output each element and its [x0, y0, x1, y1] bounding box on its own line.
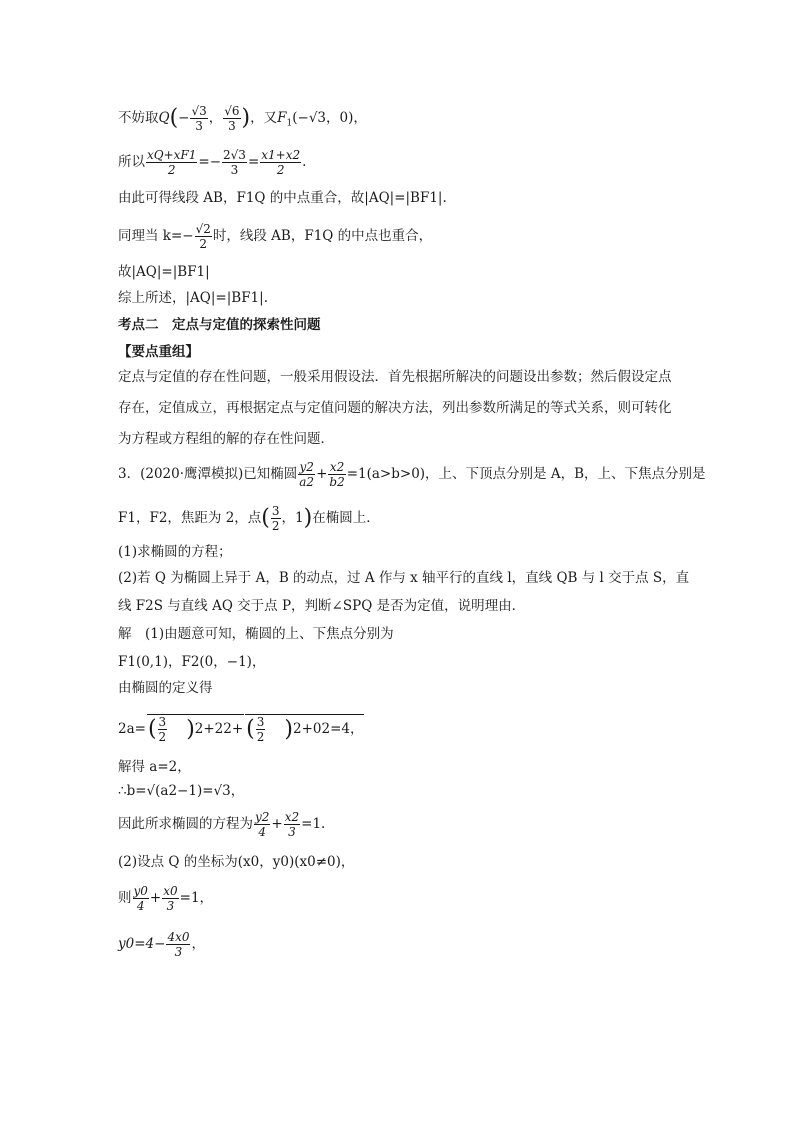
fraction: $\frac{y2}{4}$: [255, 810, 270, 839]
text: 同理当 k=−: [118, 228, 194, 244]
var-f: F: [277, 110, 287, 126]
solution-definition: 由椭圆的定义得: [118, 680, 213, 696]
fraction: $\frac{xQ+xF1}{2}$: [147, 148, 197, 177]
line-midpoint: 由此可得线段 AB，F1Q 的中点重合，故|AQ|=|BF1|.: [118, 190, 447, 206]
fraction: $\frac{x2}{b2}$: [329, 460, 345, 489]
text: −: [178, 110, 190, 126]
solution-2a-equation: [118, 714, 364, 744]
var-q: Q: [158, 110, 170, 126]
question-3-line1: 3．(2020·鹰潭模拟)已知椭圆 $\frac{y2}{a2}$ + $\frac{x2}{b2}$ =1(a>b>0)，上、下顶点分别是 A，B，上、下焦点分别是: [118, 460, 706, 489]
fraction: $\frac{√2}{2}$: [195, 222, 211, 251]
line-summary: 综上所述，|AQ|=|BF1|.: [118, 290, 268, 306]
solution-a-value: 解得 a=2，: [118, 759, 191, 775]
text: y0=4−: [118, 936, 166, 952]
question-3-part1: (1)求椭圆的方程；: [118, 544, 232, 560]
fraction: $\frac{x2}{3}$: [284, 810, 300, 839]
fraction: $\frac{√3}{3}$: [191, 104, 207, 133]
section-heading: 考点二 定点与定值的探索性问题: [118, 317, 321, 333]
text: 则: [118, 890, 132, 906]
fraction: $\frac{√6}{3}$: [224, 104, 240, 133]
text: 2a=: [118, 721, 146, 737]
text: F1，F2，焦距为 2，点: [118, 510, 262, 526]
key-points-heading: 【要点重组】: [118, 344, 199, 360]
solution-ellipse-equation: 因此所求椭圆的方程为 $\frac{y2}{4}$ + $\frac{x2}{3}$ =1.: [118, 810, 326, 839]
sqrt: ( $\frac{3}{2}$ )2+22+: [147, 715, 244, 744]
text: ，又: [250, 110, 278, 126]
fraction: $\frac{x0}{3}$: [163, 884, 178, 913]
line-therefore: 故|AQ|=|BF1|: [118, 264, 210, 280]
question-3-part2-line1: (2)若 Q 为椭圆上异于 A，B 的动点，过 A 作与 x 轴平行的直线 l，直线 QB 与 l 交于点 S，直: [118, 570, 690, 586]
fraction: $\frac{3}{2}$: [271, 504, 280, 533]
solution-y0-equation: y0=4− $\frac{4x0}{3}$ ，: [118, 930, 205, 959]
sqrt: ( $\frac{3}{2}$ )2+02=4，: [246, 715, 364, 744]
text: 不妨取: [118, 110, 159, 126]
fraction: $\frac{3}{2}$: [158, 715, 167, 744]
solution-foci: F1(0,1)，F2(0，−1)，: [118, 654, 266, 670]
question-3-line2: F1，F2，焦距为 2，点( $\frac{3}{2}$ ，1)在椭圆上．: [118, 504, 380, 533]
text: 所以: [118, 154, 145, 170]
solution-part2-setup: (2)设点 Q 的坐标为(x0，y0)(x0≠0)，: [118, 854, 355, 870]
solution-intro: 解 (1)由题意可知，椭圆的上、下焦点分别为: [118, 626, 394, 642]
fraction: $\frac{y2}{a2}$: [299, 460, 315, 489]
text: 因此所求椭圆的方程为: [118, 816, 253, 832]
line-take-q: 不妨取Q(− $\frac{√3}{3}$ ， $\frac{√6}{3}$ )，又$F_1(-√3$，0)，: [118, 104, 367, 133]
fraction: $\frac{x1+x2}{2}$: [261, 148, 301, 177]
text: (−√3，0)，: [292, 110, 367, 126]
line-similarly: [118, 222, 432, 251]
text: =1(a>b>0)，上、下顶点分别是 A，B，上、下焦点分别是: [346, 466, 706, 482]
line-so-fraction: 所以 $\frac{xQ+xF1}{2}$ =− $\frac{2√3}{3}$ = $\frac{x1+x2}{2}$ .: [118, 148, 307, 177]
fraction: $\frac{y0}{4}$: [133, 884, 148, 913]
text: 3．(2020·鹰潭模拟)已知椭圆: [118, 466, 298, 482]
key-points-paragraph: 定点与定值的存在性问题，一般采用假设法．首先根据所解决的问题设出参数；然后假设定点存在，定值成立，再根据定点与定值问题的解决方法，列出参数所满足的等式关系，则可转化为方程或方程组的解的存在性问题．: [118, 369, 672, 447]
solution-b-value: ∴b=√(a2−1)=√3，: [118, 783, 245, 799]
text: 时，线段 AB，F1Q 的中点也重合，: [212, 228, 433, 244]
fraction: $\frac{3}{2}$: [256, 715, 265, 744]
fraction: $\frac{2√3}{3}$: [223, 148, 246, 177]
text: 在椭圆上．: [312, 510, 380, 526]
solution-point-equation: 则 $\frac{y0}{4}$ + $\frac{x0}{3}$ =1，: [118, 884, 214, 913]
fraction: $\frac{4x0}{3}$: [167, 930, 190, 959]
question-3-part2-line2: 线 F2S 与直线 AQ 交于点 P，判断∠SPQ 是否为定值，说明理由．: [118, 598, 526, 614]
